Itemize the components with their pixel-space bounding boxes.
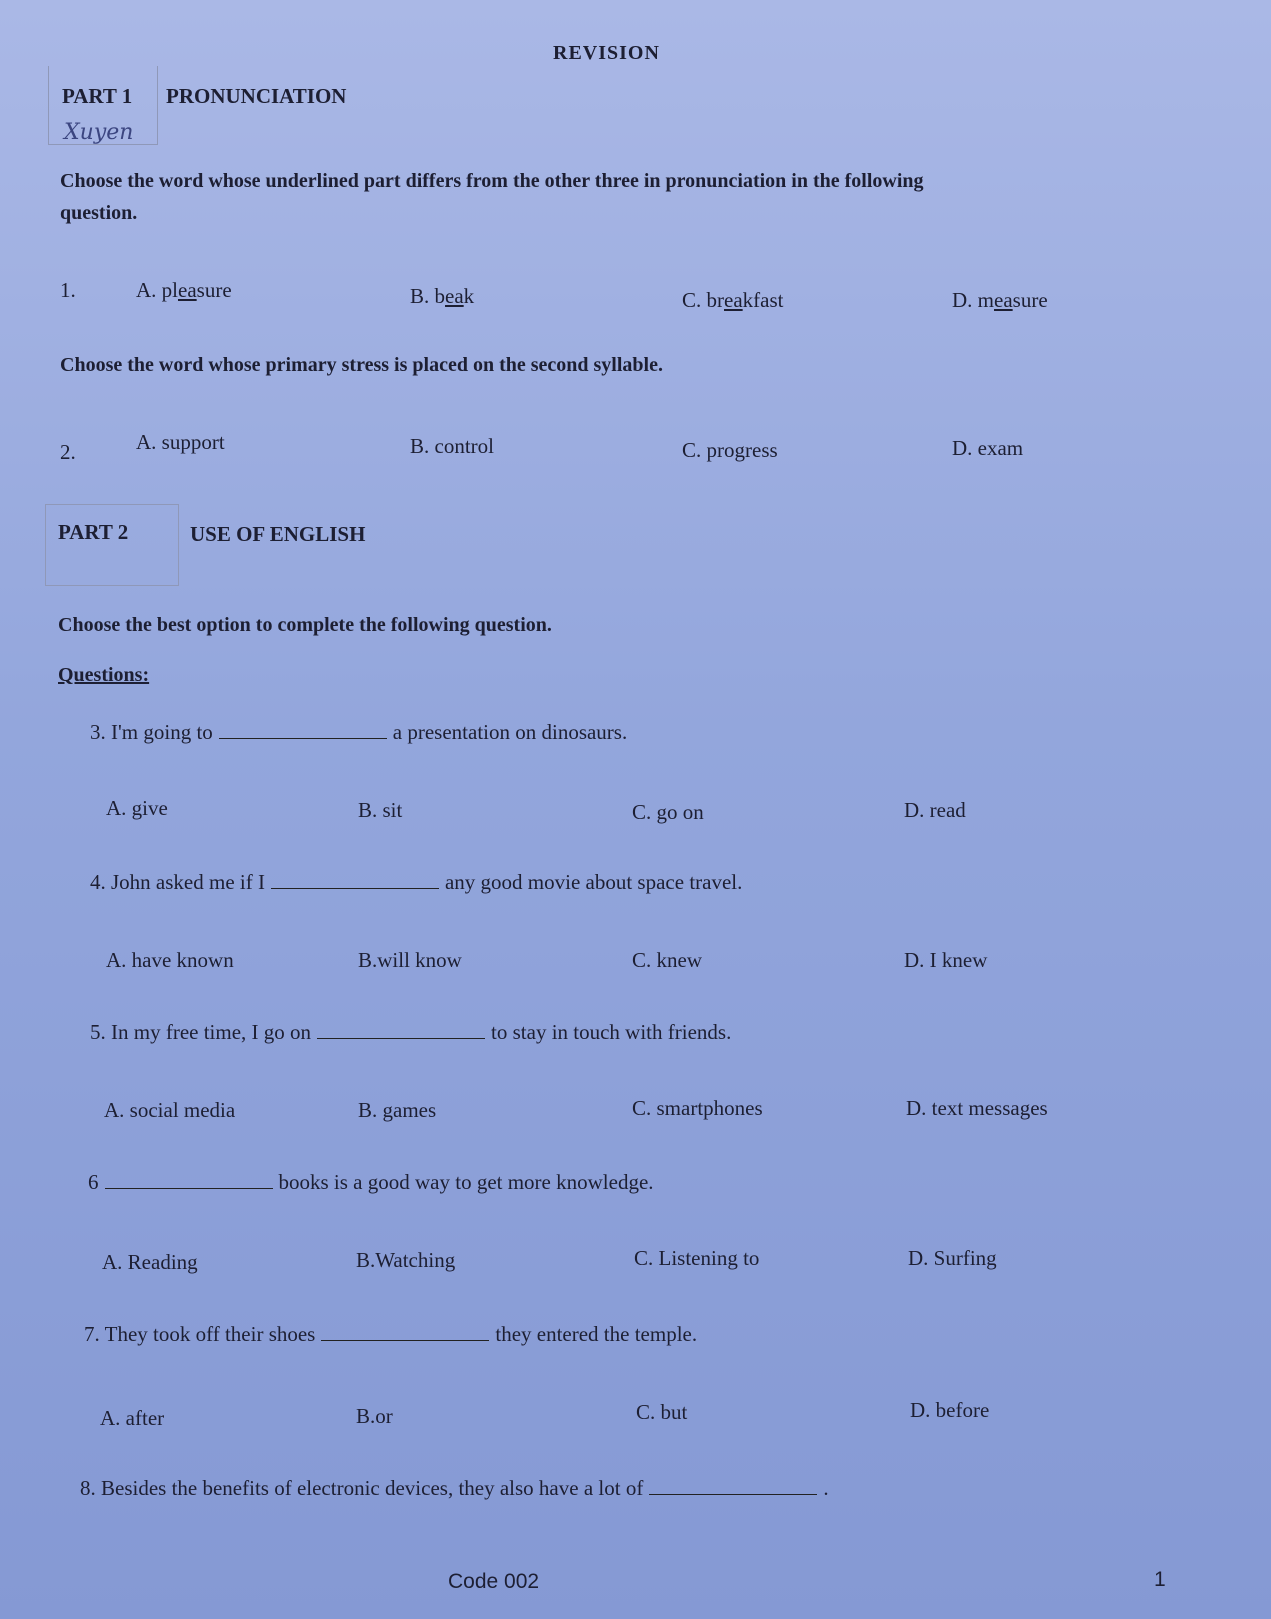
instruction-pronunciation-line1: Choose the word whose underlined part differs from the other three in pronunciation in the following bbox=[60, 170, 924, 192]
q7-option-d: D. before bbox=[910, 1398, 990, 1422]
q3-option-a: A. give bbox=[106, 796, 168, 820]
q6-option-b: B.Watching bbox=[356, 1248, 456, 1272]
q5-option-c: C. smartphones bbox=[632, 1096, 763, 1120]
handwritten-name: Xuyen bbox=[64, 120, 134, 145]
q1-option-c: C. breakfast bbox=[682, 288, 784, 312]
q7-option-a: A. after bbox=[100, 1406, 165, 1430]
instruction-best-option: Choose the best option to complete the following question. bbox=[58, 614, 552, 636]
question-5: 5. In my free time, I go on to stay in touch with friends. bbox=[90, 1020, 732, 1044]
q1-option-b: B. beak bbox=[410, 284, 475, 308]
q4-option-d: D. I knew bbox=[904, 948, 988, 972]
instruction-stress: Choose the word whose primary stress is placed on the second syllable. bbox=[60, 354, 663, 376]
answer-blank[interactable] bbox=[219, 720, 387, 739]
question-8: 8. Besides the benefits of electronic devices, they also have a lot of . bbox=[80, 1476, 829, 1500]
part2-heading: USE OF ENGLISH bbox=[190, 522, 366, 546]
part2-label: PART 2 bbox=[58, 520, 129, 544]
question-2-number: 2. bbox=[60, 440, 76, 464]
answer-blank[interactable] bbox=[105, 1170, 273, 1189]
part1-label: PART 1 bbox=[62, 84, 133, 108]
q6-option-c: C. Listening to bbox=[634, 1246, 760, 1270]
q6-option-d: D. Surfing bbox=[908, 1246, 997, 1270]
answer-blank[interactable] bbox=[649, 1476, 817, 1495]
q3-option-c: C. go on bbox=[632, 800, 704, 824]
question-1-number: 1. bbox=[60, 278, 76, 302]
q4-option-c: C. knew bbox=[632, 948, 702, 972]
questions-label: Questions: bbox=[58, 664, 150, 686]
instruction-pronunciation-line2: question. bbox=[60, 202, 138, 224]
q3-option-d: D. read bbox=[904, 798, 966, 822]
page-title: REVISION bbox=[553, 42, 660, 64]
question-7: 7. They took off their shoes they entered the temple. bbox=[84, 1322, 698, 1346]
answer-blank[interactable] bbox=[321, 1322, 489, 1341]
q7-option-b: B.or bbox=[356, 1404, 393, 1428]
q4-option-a: A. have known bbox=[106, 948, 234, 972]
q2-option-c: C. progress bbox=[682, 438, 778, 462]
q5-option-d: D. text messages bbox=[906, 1096, 1048, 1120]
question-4: 4. John asked me if I any good movie about space travel. bbox=[90, 870, 743, 894]
question-3: 3. I'm going to a presentation on dinosaurs. bbox=[90, 720, 628, 744]
q5-option-a: A. social media bbox=[104, 1098, 236, 1122]
answer-blank[interactable] bbox=[271, 870, 439, 889]
answer-blank[interactable] bbox=[317, 1020, 485, 1039]
q3-option-b: B. sit bbox=[358, 798, 403, 822]
part1-heading: PRONUNCIATION bbox=[166, 84, 347, 108]
q5-option-b: B. games bbox=[358, 1098, 437, 1122]
q1-option-a: A. pleasure bbox=[136, 278, 232, 302]
q2-option-b: B. control bbox=[410, 434, 494, 458]
question-6: 6 books is a good way to get more knowledge. bbox=[88, 1170, 654, 1194]
q1-option-d: D. measure bbox=[952, 288, 1048, 312]
q2-option-a: A. support bbox=[136, 430, 225, 454]
part2-box bbox=[45, 504, 179, 586]
q7-option-c: C. but bbox=[636, 1400, 688, 1424]
q6-option-a: A. Reading bbox=[102, 1250, 198, 1274]
q2-option-d: D. exam bbox=[952, 436, 1024, 460]
exam-code: Code 002 bbox=[448, 1570, 540, 1593]
q4-option-b: B.will know bbox=[358, 948, 462, 972]
page-number: 1 bbox=[1154, 1568, 1166, 1591]
